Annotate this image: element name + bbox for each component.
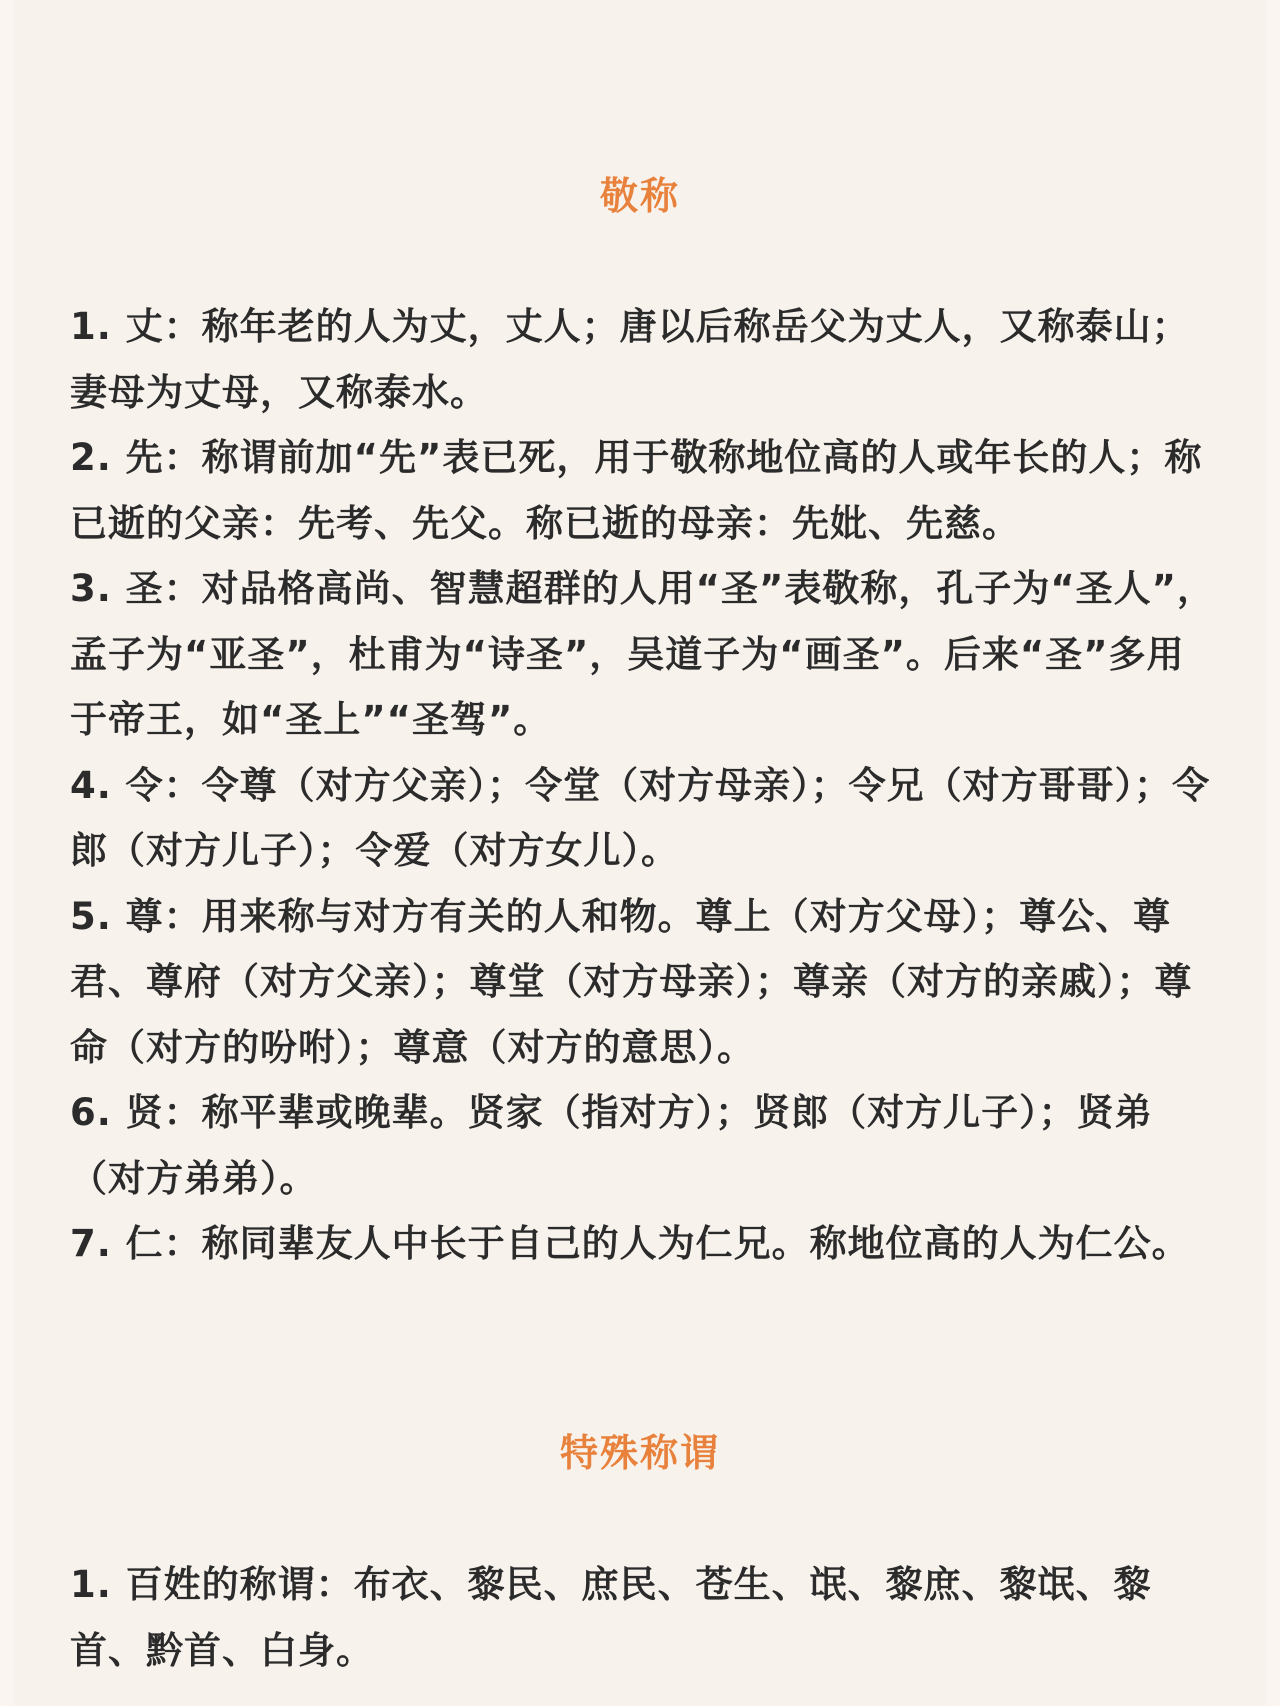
list-item: 3. 圣：对品格高尚、智慧超群的人用“圣”表敬称，孔子为“圣人”，孟子为“亚圣”，杜甫为“诗圣”，吴道子为“画圣”。后来“圣”多用于帝王，如“圣上”“圣驾”。 [70, 567, 1215, 741]
honorifics-list [70, 294, 1220, 1277]
list-item: 1. 百姓的称谓：布衣、黎民、庶民、苍生、氓、黎庶、黎氓、黎首、黔首、白身。 [70, 1563, 1152, 1672]
list-item: 2. 先：称谓前加“先”表已死，用于敬称地位高的人或年长的人；称已逝的父亲：先考、先父。称已逝的母亲：先妣、先慈。 [70, 436, 1203, 545]
list-item: 1. 丈：称年老的人为丈，丈人；唐以后称岳父为丈人，又称泰山；妻母为丈母，又称泰水。 [70, 305, 1190, 414]
section-heading-special-titles: 特殊称谓 [559, 1431, 720, 1475]
list-item: 4. 令：令尊（对方父亲）；令堂（对方母亲）；令兄（对方哥哥）；令郎（对方儿子）；令爱（对方女儿）。 [70, 763, 1211, 872]
list-item: 7. 仁：称同辈友人中长于自己的人为仁兄。称地位高的人为仁公。 [70, 1222, 1190, 1265]
special-titles-list [70, 1552, 1220, 1683]
list-item: 6. 贤：称平辈或晚辈。贤家（指对方）；贤郎（对方儿子）；贤弟（对方弟弟）。 [70, 1091, 1153, 1200]
section-heading-honorifics: 敬称 [599, 174, 680, 218]
list-item: 5. 尊：用来称与对方有关的人和物。尊上（对方父母）；尊公、尊君、尊府（对方父亲）；尊堂（对方母亲）；尊亲（对方的亲戚）；尊命（对方的吩咐）；尊意（对方的意思）。 [70, 894, 1193, 1069]
